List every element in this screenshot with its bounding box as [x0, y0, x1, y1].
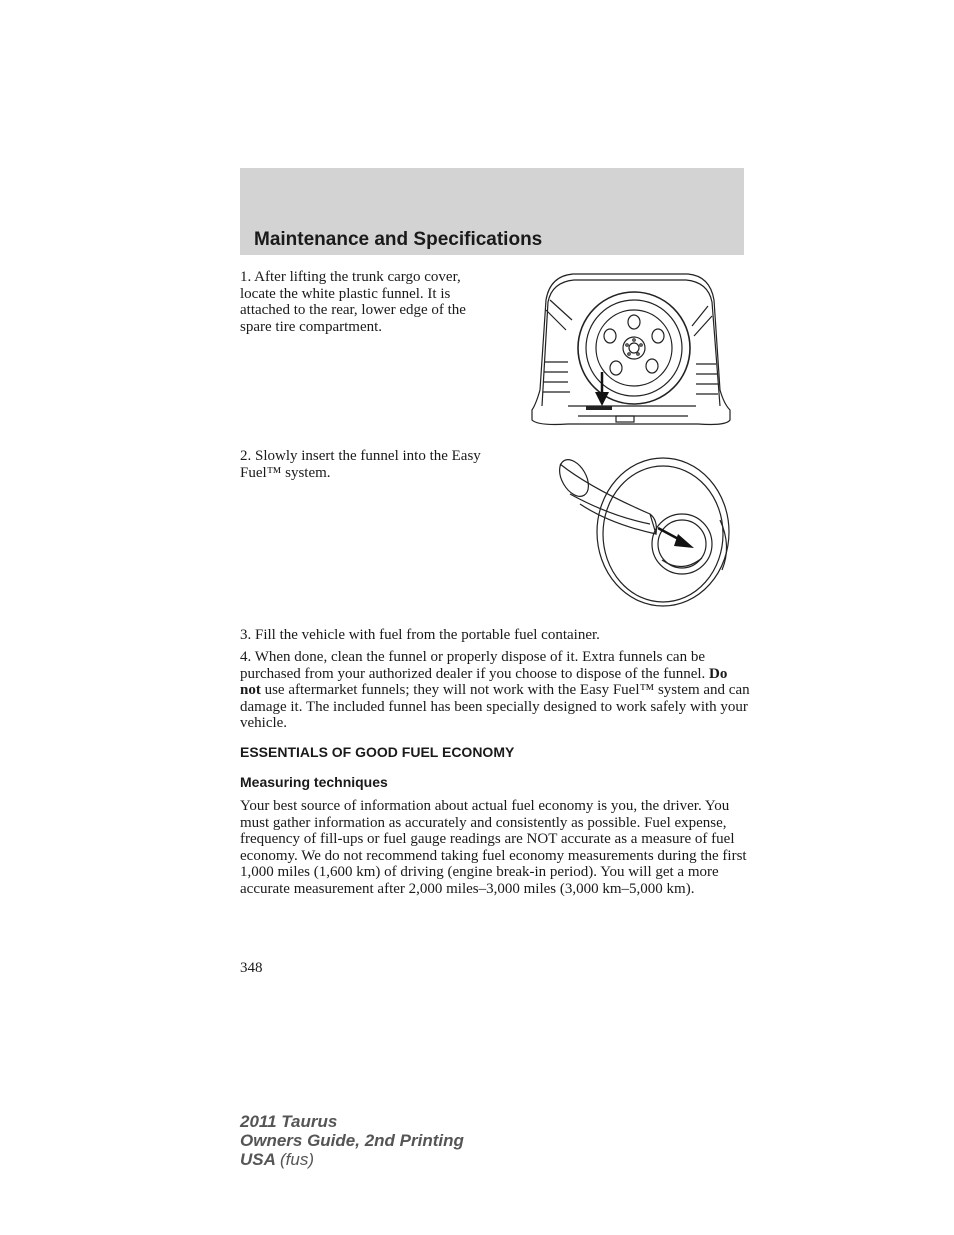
step-4-text-end: use aftermarket funnels; they will not work with the Easy Fuel™ system and can damage it. The included funnel has been specially designed to work safely with your vehicle.: [240, 682, 750, 731]
subsection-heading: Measuring techniques: [240, 774, 388, 790]
step-1-text: 1. After lifting the trunk cargo cover, locate the white plastic funnel. It is attached to the rear, lower edge of the spare tire compartment.: [240, 269, 466, 335]
section-heading: ESSENTIALS OF GOOD FUEL ECONOMY: [240, 744, 515, 760]
step-4-text-start: 4. When done, clean the funnel or properly dispose of it. Extra funnels can be purchased from your authorized dealer if you choose to dispose of the funnel.: [240, 649, 710, 682]
funnel-insertion-illustration: [550, 450, 735, 610]
step-2-text: 2. Slowly insert the funnel into the Easy Fuel™ system.: [240, 448, 481, 481]
spare-tire-compartment-illustration: [528, 270, 733, 430]
footer-region-code: (fus): [280, 1150, 314, 1169]
footer-region: USA: [240, 1150, 276, 1169]
footer-region-line: [240, 1150, 464, 1169]
section-header-band: [240, 168, 744, 255]
measuring-techniques-paragraph: Your best source of information about actual fuel economy is you, the driver. You must gather information as accurately and consistently as possible. Fuel expense, frequency of fill-ups or fuel gauge readings are NOT accurate as a measure of fuel economy. We do not recommend taking fuel economy measurements during the first 1,000 miles (1,600 km) of driving (engine break-in period). You will get a more accurate measurement after 2,000 miles–3,000 miles (3,000 km–5,000 km).: [240, 798, 747, 897]
footer-model-line: 2011 Taurus: [240, 1112, 338, 1131]
footer-guide-line: Owners Guide, 2nd Printing: [240, 1131, 464, 1150]
page-number: 348: [240, 960, 263, 976]
document-footer: [240, 1112, 464, 1169]
section-title: Maintenance and Specifications: [254, 229, 543, 250]
step-3-text: 3. Fill the vehicle with fuel from the portable fuel container.: [240, 627, 600, 643]
step-4-text: [240, 649, 750, 732]
step-4-warning-emphasis: Do not: [240, 665, 728, 698]
